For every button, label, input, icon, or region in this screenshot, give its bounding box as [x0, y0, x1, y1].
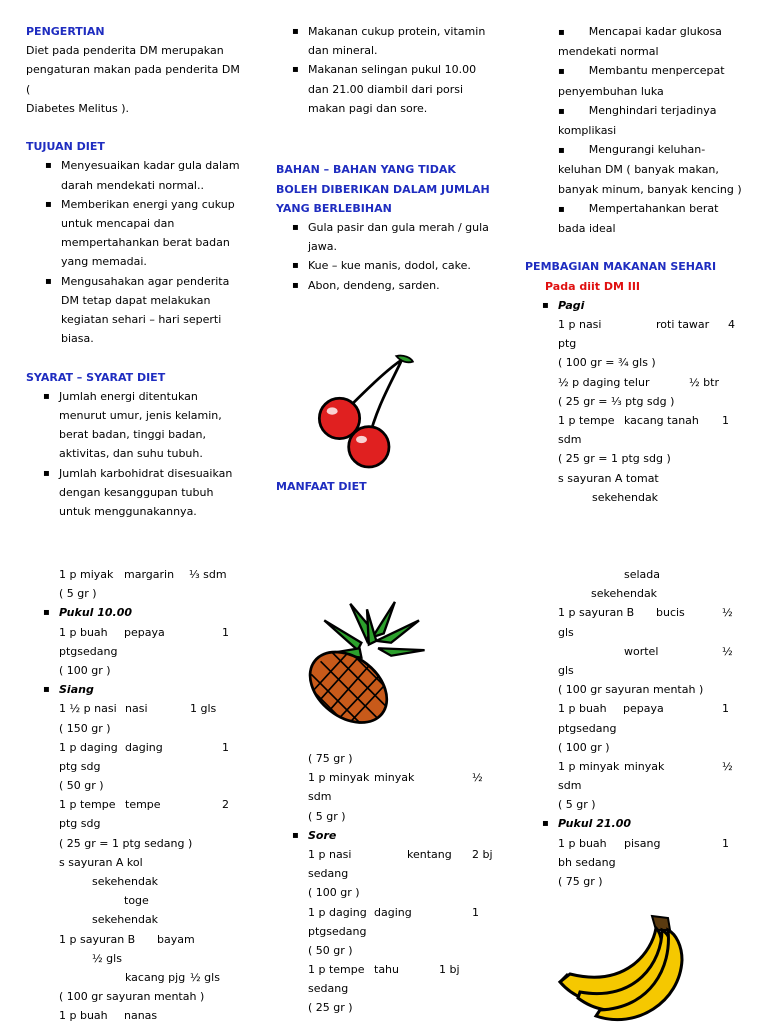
item-line: keluhan DM ( banyak makan,: [558, 163, 719, 177]
item-line: dan mineral.: [308, 44, 378, 58]
menu-row: [558, 642, 748, 661]
menu-cell: sedang: [308, 982, 349, 996]
menu-row: [558, 315, 748, 334]
manfaat-list: [558, 22, 747, 238]
menu-cell: 1: [472, 905, 479, 919]
menu-cell: sekehendak: [592, 490, 659, 504]
menu-cell: kentang: [407, 847, 452, 861]
syarat-item: [43, 387, 246, 464]
cherry-image: [312, 350, 422, 474]
menu-cell: ( 100 gr = ¾ gls ): [558, 356, 656, 370]
menu-row: [558, 795, 748, 814]
menu-cell: ½: [472, 771, 483, 785]
menu-row: [59, 930, 249, 949]
menu-cell: ( 75 gr ): [558, 875, 603, 889]
menu-row: [59, 738, 249, 757]
menu-row: [558, 373, 748, 392]
bullet-icon: ▪: [558, 145, 565, 157]
item-line: Jumlah karbohidrat disesuaikan: [59, 466, 233, 480]
menu-row: [558, 834, 748, 853]
diet-subtitle: Pada diit DM III: [545, 279, 641, 293]
menu-row: [558, 853, 748, 872]
menu-cell: ½: [722, 759, 733, 773]
item-text: Membantu menpercepat: [588, 64, 725, 78]
item-line: Memberikan energi yang cukup: [61, 197, 235, 211]
item-line: Kue – kue manis, dodol, cake.: [308, 259, 471, 273]
menu-cell: ( 5 gr ): [558, 798, 596, 812]
bullet-icon: ▪: [542, 299, 549, 311]
pineapple-image: [302, 600, 432, 730]
manfaat-item: [558, 101, 747, 140]
menu-cell: pepaya: [124, 625, 165, 639]
menu-cell: gls: [558, 625, 574, 639]
menu-row: [558, 719, 748, 738]
lower-column-2: [292, 749, 503, 1018]
menu-row: [308, 749, 503, 768]
menu-cell: tahu: [374, 963, 399, 977]
meal-label-pukul-10: [43, 603, 249, 622]
menu-row: [308, 787, 503, 806]
menu-row: [558, 584, 748, 603]
bullet-icon: ▪: [292, 222, 299, 233]
bullet-icon: ▪: [43, 467, 50, 479]
menu-cell: ptg sdg: [59, 817, 101, 831]
menu-cell: selada: [624, 568, 661, 581]
menu-cell: 1 p tempe: [308, 963, 365, 977]
menu-cell: sekehendak: [591, 587, 658, 601]
menu-cell: sekehendak: [92, 875, 159, 889]
menu-cell: nasi: [125, 702, 148, 716]
menu-cell: bh sedang: [558, 855, 616, 869]
item-line: kegiatan sehari – hari seperti: [61, 313, 222, 327]
manfaat-item: [558, 22, 747, 61]
menu-cell: ptg: [558, 337, 577, 351]
bullet-icon: ▪: [43, 607, 50, 619]
meal-label-text: Pukul 21.00: [558, 817, 632, 831]
bullet-icon: ▪: [558, 203, 565, 215]
menu-cell: 1 ½ p nasi: [59, 702, 117, 716]
menu-cell: pepaya: [623, 702, 664, 716]
menu-row: [59, 699, 249, 718]
menu-cell: 1 p buah: [59, 625, 108, 639]
menu-cell: 1 p minyak: [558, 759, 620, 773]
item-line: untuk menggunakannya.: [59, 505, 197, 519]
menu-row: [59, 795, 249, 814]
menu-cell: ½: [722, 606, 733, 620]
menu-cell: 1 bj: [439, 963, 460, 977]
menu-row: [59, 776, 249, 795]
syarat-list-continued: [292, 22, 506, 118]
bahan-item: [292, 256, 506, 275]
menu-cell: margarin: [124, 568, 175, 581]
menu-cell: sedang: [308, 867, 349, 881]
menu-cell: 1 p tempe: [59, 798, 116, 812]
syarat-item: [292, 22, 506, 60]
menu-cell: 4: [728, 318, 735, 332]
item-line: [558, 199, 747, 219]
menu-cell: ( 75 gr ): [308, 752, 353, 765]
menu-row: [558, 699, 748, 718]
menu-cell: ( 50 gr ): [308, 943, 353, 957]
menu-row: [59, 661, 249, 680]
menu-cell: ½: [722, 644, 733, 658]
menu-cell: ptgsedang: [59, 644, 118, 658]
menu-cell: daging: [125, 740, 163, 754]
item-line: aktivitas, dan suhu tubuh.: [59, 447, 203, 461]
section-title-pengertian: PENGERTIAN: [26, 25, 105, 38]
item-line: [558, 22, 747, 42]
menu-cell: 1 p minyak: [308, 771, 370, 785]
syarat-item: [292, 60, 506, 118]
column-1: [26, 22, 246, 521]
menu-row: [558, 757, 748, 776]
menu-row: [558, 449, 748, 468]
menu-cell: 1 p sayuran B: [558, 606, 635, 620]
bullet-icon: ▪: [292, 260, 299, 272]
menu-row: [59, 1006, 249, 1025]
banana-image: [556, 912, 686, 1024]
item-line: makan pagi dan sore.: [308, 101, 428, 115]
menu-row: [308, 979, 503, 998]
item-line: Makanan selingan pukul 10.00: [308, 63, 477, 77]
menu-cell: ( 150 gr ): [59, 721, 111, 735]
menu-cell: minyak: [374, 771, 415, 785]
menu-cell: ( 100 gr ): [558, 740, 610, 754]
menu-cell: pisang: [624, 836, 661, 850]
item-line: biasa.: [61, 332, 94, 346]
item-text: Menghindari terjadinya: [588, 103, 717, 117]
item-line: Abon, dendeng, sarden.: [308, 278, 440, 292]
item-line: menurut umur, jenis kelamin,: [59, 409, 222, 423]
bullet-icon: ▪: [45, 160, 52, 172]
menu-row: [308, 845, 503, 864]
menu-cell: 1 p buah: [558, 836, 607, 850]
item-line: Makanan cukup protein, vitamin: [308, 25, 486, 38]
menu-cell: 1 p nasi: [308, 847, 352, 861]
meal-label-pagi: [542, 296, 748, 315]
item-line: [558, 140, 747, 160]
bullet-icon: ▪: [45, 275, 52, 287]
menu-row: [558, 680, 748, 699]
menu-cell: 1 p nasi: [558, 318, 602, 332]
menu-row: [59, 642, 249, 661]
menu-cell: ( 25 gr = ⅓ ptg sdg ): [558, 394, 675, 408]
item-text: Mencapai kadar glukosa: [588, 25, 722, 38]
menu-row: [59, 853, 249, 872]
menu-cell: ⅓ sdm: [189, 568, 227, 581]
item-line: Gula pasir dan gula merah / gula: [308, 221, 489, 234]
item-line: darah mendekati normal..: [61, 178, 204, 192]
manfaat-item: [558, 199, 747, 238]
meal-label-text: Sore: [308, 828, 337, 842]
menu-cell: toge: [124, 894, 149, 908]
section-title-syarat: SYARAT – SYARAT DIET: [26, 370, 166, 384]
menu-cell: ( 5 gr ): [308, 809, 346, 823]
menu-row: [308, 864, 503, 883]
menu-cell: ½ gls: [92, 951, 122, 965]
menu-row: [59, 872, 249, 891]
item-line: Mengusahakan agar penderita: [61, 274, 230, 288]
menu-cell: minyak: [624, 759, 665, 773]
menu-cell: ½ btr: [689, 375, 719, 389]
menu-row: [558, 872, 748, 891]
item-line: Menyesuaikan kadar gula dalam: [61, 159, 240, 173]
menu-row: [59, 565, 249, 584]
menu-cell: 1: [722, 702, 729, 716]
menu-row: [558, 392, 748, 411]
column-2: [276, 22, 506, 295]
pagi-block: [542, 296, 748, 507]
menu-cell: kacang tanah: [624, 413, 699, 427]
menu-cell: gls: [558, 663, 574, 677]
tujuan-list: [45, 156, 246, 348]
menu-row: [558, 603, 748, 622]
menu-cell: 1: [222, 625, 229, 639]
menu-cell: 2: [222, 798, 229, 812]
manfaat-item: [558, 61, 747, 100]
manfaat-item: [558, 140, 747, 199]
menu-cell: bucis: [656, 606, 685, 620]
syarat-item: [43, 464, 246, 522]
menu-cell: 1 p buah: [59, 1009, 108, 1023]
section-title-bahan: BAHAN – BAHAN YANG TIDAK: [276, 163, 456, 177]
tujuan-item: [45, 195, 246, 272]
item-text: Mempertahankan berat: [588, 201, 719, 215]
menu-cell: 1: [222, 740, 229, 754]
menu-cell: tempe: [125, 798, 161, 812]
menu-row: [558, 565, 748, 584]
menu-row: [558, 469, 748, 488]
menu-cell: s sayuran A kol: [59, 855, 143, 869]
item-line: [558, 101, 747, 121]
item-text: Mengurangi keluhan-: [588, 143, 706, 157]
item-line: berat badan, tinggi badan,: [59, 428, 207, 442]
menu-row: [308, 998, 503, 1017]
item-line: dan 21.00 diambil dari porsi: [308, 82, 464, 96]
menu-cell: sekehendak: [92, 913, 159, 927]
tujuan-item: [45, 156, 246, 194]
pengertian-line: pengaturan makan pada penderita DM (: [26, 63, 240, 96]
bahan-list: [292, 218, 506, 295]
lower-column-1: [43, 565, 249, 1026]
section-title-bahan: YANG BERLEBIHAN: [276, 201, 392, 215]
menu-row: [59, 814, 249, 833]
section-title-tujuan: TUJUAN DIET: [26, 140, 105, 154]
item-line: komplikasi: [558, 124, 617, 138]
item-line: yang memadai.: [61, 255, 147, 269]
bullet-icon: ▪: [43, 390, 50, 402]
menu-row: [308, 768, 503, 787]
menu-cell: ptg sdg: [59, 759, 101, 773]
item-line: mendekati normal: [558, 45, 659, 59]
menu-row: [558, 488, 748, 507]
menu-cell: wortel: [624, 644, 659, 658]
menu-cell: ( 100 gr sayuran mentah ): [59, 990, 205, 1004]
menu-row: [59, 757, 249, 776]
menu-row: [308, 903, 503, 922]
menu-cell: sdm: [558, 433, 582, 447]
item-line: jawa.: [308, 240, 338, 254]
menu-row: [558, 334, 748, 353]
menu-cell: ( 25 gr = 1 ptg sdg ): [558, 452, 671, 466]
menu-cell: nanas: [124, 1009, 158, 1023]
menu-row: [308, 941, 503, 960]
meal-label-siang: [43, 680, 249, 699]
item-line: Jumlah energi ditentukan: [59, 389, 198, 403]
item-line: banyak minum, banyak kencing ): [558, 182, 742, 196]
menu-cell: ptgsedang: [308, 924, 367, 938]
menu-cell: ( 50 gr ): [59, 779, 104, 793]
menu-cell: ½ p daging telur: [558, 375, 650, 389]
item-line: penyembuhan luka: [558, 84, 664, 98]
meal-label-pukul-21: [542, 814, 748, 833]
menu-cell: ( 100 gr sayuran mentah ): [558, 683, 704, 697]
menu-cell: ½ gls: [190, 970, 220, 984]
menu-cell: kacang pjg: [125, 970, 186, 984]
menu-row: [558, 738, 748, 757]
menu-cell: ( 100 gr ): [59, 663, 111, 677]
tujuan-item: [45, 272, 246, 349]
meal-label-sore: [292, 826, 503, 845]
syarat-list: [43, 387, 246, 521]
menu-row: [308, 883, 503, 902]
section-title-bahan: BOLEH DIBERIKAN DALAM JUMLAH: [276, 182, 490, 196]
menu-row: [558, 430, 748, 449]
menu-row: [59, 584, 249, 603]
bullet-icon: ▪: [542, 818, 549, 830]
item-line: mempertahankan berat badan: [61, 236, 230, 250]
menu-cell: ( 100 gr ): [308, 886, 360, 900]
menu-cell: 1 gls: [190, 702, 217, 716]
menu-row: [59, 834, 249, 853]
menu-row: [558, 623, 748, 642]
menu-cell: 1 p tempe: [558, 413, 615, 427]
menu-cell: daging: [374, 905, 412, 919]
bullet-icon: ▪: [558, 27, 565, 38]
bullet-icon: ▪: [292, 829, 299, 841]
meal-label-text: Siang: [59, 683, 94, 697]
menu-row: [558, 661, 748, 680]
menu-cell: s sayuran A tomat: [558, 471, 659, 485]
meal-label-text: Pagi: [558, 298, 585, 312]
menu-cell: 1 p daging: [59, 740, 118, 754]
item-line: untuk mencapai dan: [61, 217, 175, 231]
menu-row: [59, 949, 249, 968]
menu-cell: 1 p daging: [308, 905, 367, 919]
menu-cell: 1 p miyak: [59, 568, 114, 581]
menu-cell: sdm: [308, 790, 332, 804]
pengertian-line: Diabetes Melitus ).: [26, 101, 129, 115]
bullet-icon: ▪: [43, 684, 50, 696]
menu-cell: ( 5 gr ): [59, 587, 97, 601]
lower-column-3: [542, 565, 748, 891]
meal-label-text: Pukul 10.00: [59, 606, 133, 620]
menu-row: [558, 411, 748, 430]
menu-row: [308, 960, 503, 979]
bullet-icon: ▪: [292, 26, 299, 37]
menu-row: [59, 891, 249, 910]
menu-cell: 1 p sayuran B: [59, 932, 136, 946]
menu-row: [59, 987, 249, 1006]
bahan-item: [292, 218, 506, 256]
menu-cell: roti tawar: [656, 318, 710, 332]
bahan-item: [292, 276, 506, 295]
menu-cell: ( 25 gr ): [308, 1001, 353, 1015]
item-line: dengan kesanggupan tubuh: [59, 485, 214, 499]
menu-cell: ptgsedang: [558, 721, 617, 735]
menu-cell: sdm: [558, 779, 582, 793]
bullet-icon: ▪: [45, 198, 52, 210]
item-line: DM tetap dapat melakukan: [61, 293, 211, 307]
section-title-manfaat: MANFAAT DIET: [276, 480, 367, 493]
menu-row: [308, 922, 503, 941]
bullet-icon: ▪: [558, 105, 565, 117]
column-3: [527, 22, 747, 507]
menu-cell: 1: [722, 836, 729, 850]
menu-row: [59, 910, 249, 929]
menu-row: [558, 776, 748, 795]
bullet-icon: ▪: [558, 66, 565, 78]
pengertian-line: Diet pada penderita DM merupakan: [26, 44, 224, 58]
menu-row: [59, 719, 249, 738]
bullet-icon: ▪: [292, 64, 299, 76]
section-title-pembagian: PEMBAGIAN MAKANAN SEHARI: [525, 260, 717, 274]
menu-cell: 1 p buah: [558, 702, 607, 716]
bullet-icon: ▪: [292, 279, 299, 291]
item-line: [558, 61, 747, 81]
menu-cell: 1: [722, 413, 729, 427]
menu-row: [59, 968, 249, 987]
menu-row: [59, 623, 249, 642]
menu-cell: ( 25 gr = 1 ptg sedang ): [59, 836, 193, 850]
item-line: bada ideal: [558, 222, 616, 236]
menu-row: [308, 807, 503, 826]
menu-cell: bayam: [157, 932, 195, 946]
menu-row: [558, 353, 748, 372]
menu-cell: 2 bj: [472, 847, 493, 861]
